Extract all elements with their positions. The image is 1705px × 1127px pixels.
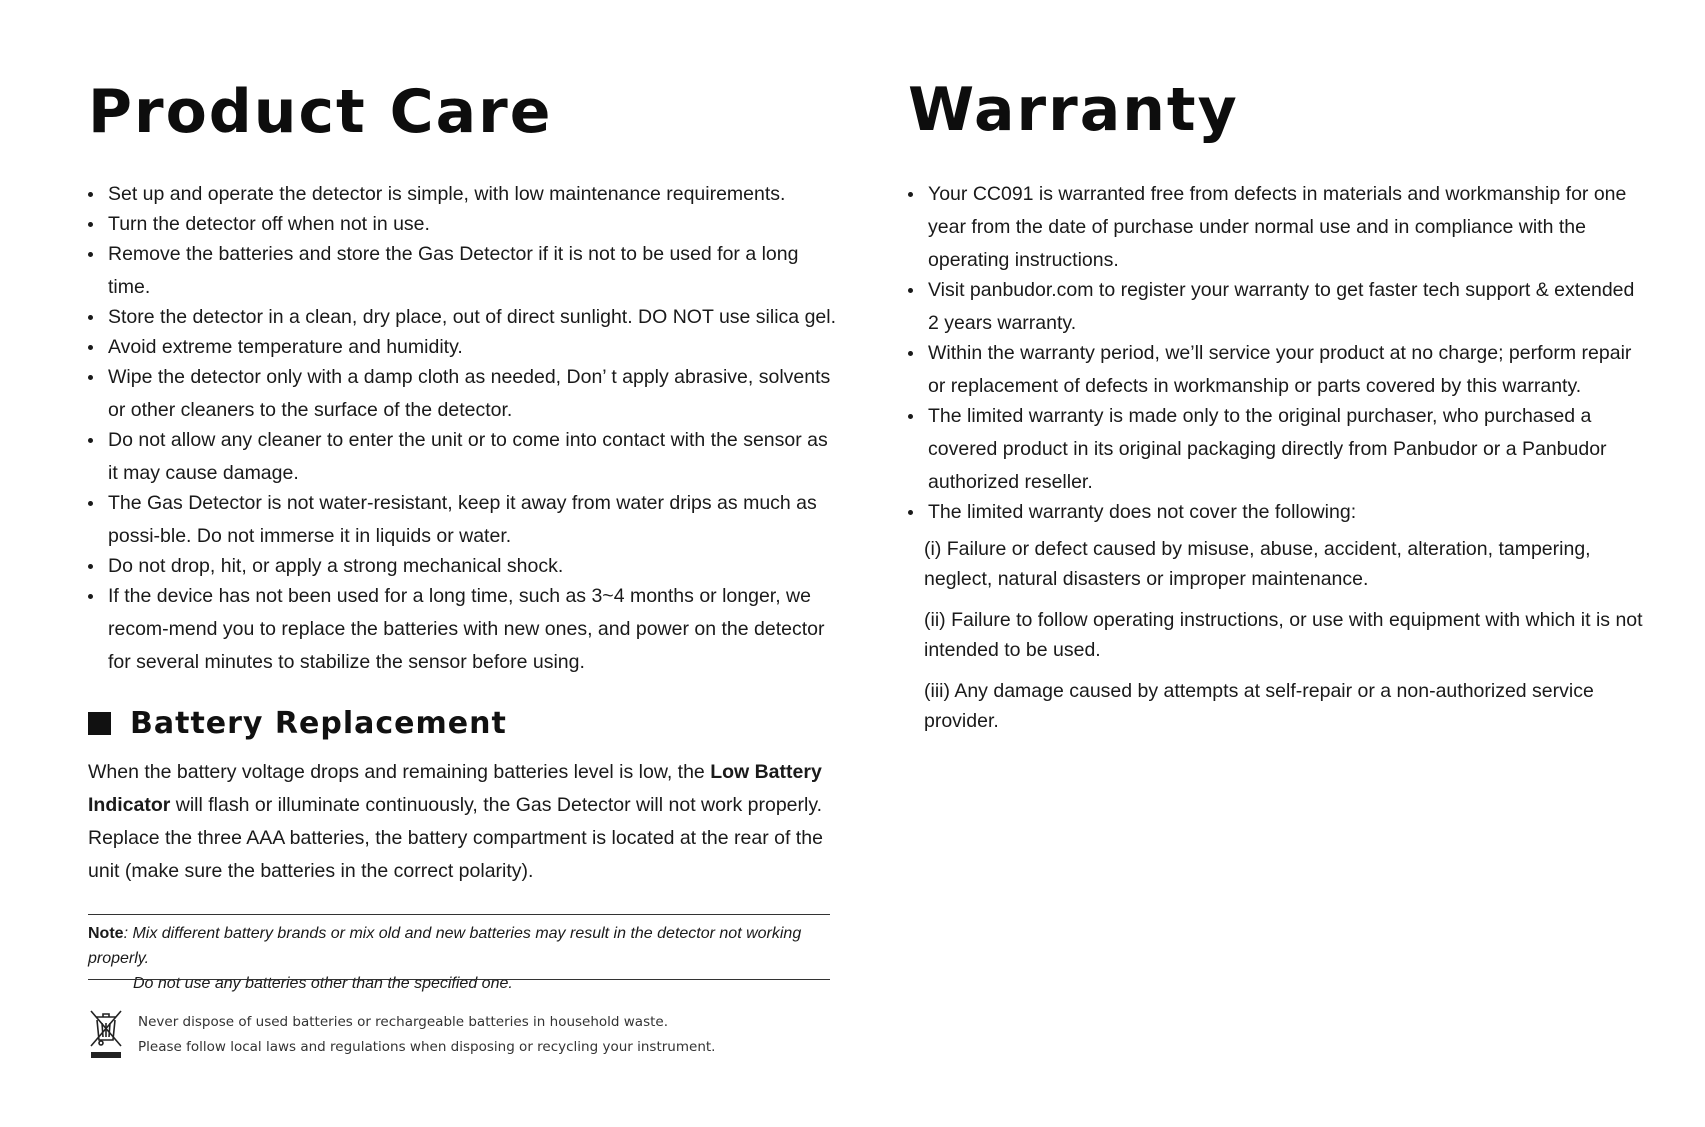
list-item-text: The limited warranty does not cover the following: (928, 501, 1357, 523)
bullet-icon (88, 594, 93, 599)
list-item (908, 178, 1648, 277)
list-item (88, 238, 840, 304)
list-item (908, 337, 1648, 403)
exclusion-item: (i) Failure or defect caused by misuse, abuse, accident, alteration, tampering, neglect, natural disasters or improper maintenance. (924, 538, 1591, 590)
list-item-text: Do not allow any cleaner to enter the unit or to come into contact with the sensor as it may cause damage. (108, 429, 828, 484)
list-item (88, 361, 840, 427)
bullet-icon (88, 222, 93, 227)
note-top-divider (88, 914, 830, 915)
bullet-icon (88, 375, 93, 380)
list-item (908, 496, 1648, 529)
list-item-text: Remove the batteries and store the Gas Detector if it is not to be used for a long time. (108, 243, 799, 298)
list-item (908, 400, 1648, 499)
battery-replacement-title: Battery Replacement (130, 706, 507, 741)
warranty-exclusions (924, 534, 1644, 747)
note-label: Note (88, 925, 124, 942)
product-care-list (88, 178, 840, 676)
list-item-text: Avoid extreme temperature and humidity. (108, 336, 463, 358)
list-item-text: Set up and operate the detector is simple, with low maintenance requirements. (108, 183, 786, 205)
list-item-text: Turn the detector off when not in use. (108, 213, 430, 235)
list-item (88, 487, 840, 553)
bullet-icon (88, 501, 93, 506)
bullet-icon (908, 288, 913, 293)
disposal-line-2: Please follow local laws and regulations when disposing or recycling your instrument. (138, 1039, 716, 1055)
battery-replacement-paragraph (88, 756, 838, 888)
square-bullet-icon (88, 712, 111, 735)
bullet-icon (908, 192, 913, 197)
list-item-text: Visit panbudor.com to register your warranty to get faster tech support & extended 2 years warranty. (928, 279, 1635, 334)
warranty-title: Warranty (908, 75, 1239, 145)
list-item-text: Store the detector in a clean, dry place, out of direct sunlight. DO NOT use silica gel. (108, 306, 837, 328)
battery-note (88, 921, 848, 996)
list-item-text: Within the warranty period, we’ll service your product at no charge; perform repair or replacement of defects in workmanship or parts covered by this warranty. (928, 342, 1632, 397)
disposal-text (138, 1010, 715, 1060)
list-item-text: The limited warranty is made only to the original purchaser, who purchased a covered product in its original packaging directly from Panbudor or a Panbudor authorized reseller. (928, 405, 1607, 493)
note-bottom-divider (88, 979, 830, 980)
note-line-1: : Mix different battery brands or mix old and new batteries may result in the detector not working properly. (88, 925, 802, 967)
list-item-text: Your CC091 is warranted free from defects in materials and workmanship for one year from the date of purchase under normal use and in compliance with the operating instructions. (928, 183, 1627, 271)
bullet-icon (908, 414, 913, 419)
list-item (88, 301, 840, 334)
warranty-list (908, 178, 1648, 526)
note-line-2: Do not use any batteries other than the specified one. (133, 975, 513, 992)
list-item (88, 550, 840, 583)
list-item-text: The Gas Detector is not water-resistant, keep it away from water drips as much as possi-ble. Do not immerse it in liquids or water. (108, 492, 817, 547)
list-item-text: Do not drop, hit, or apply a strong mechanical shock. (108, 555, 564, 577)
list-item (88, 424, 840, 490)
list-item-text: If the device has not been used for a long time, such as 3~4 months or longer, we recom-mend you to replace the batteries with new ones, and power on the detector for several minutes to stabilize the sensor before using. (108, 585, 825, 673)
low-battery-indicator-label: Low Battery Indicator (88, 761, 822, 816)
battery-text-intro: When the battery voltage drops and remaining batteries level is low, the (88, 761, 711, 783)
bullet-icon (88, 252, 93, 257)
list-item (88, 208, 840, 241)
bullet-icon (88, 345, 93, 350)
battery-text-body: will flash or illuminate continuously, the Gas Detector will not work properly. Replace the three AAA batteries, the battery compartment is located at the rear of the unit (make sure the batteries in the correct polarity). (88, 794, 823, 882)
bullet-icon (908, 351, 913, 356)
bullet-icon (908, 510, 913, 515)
product-care-title: Product Care (88, 77, 553, 147)
exclusion-item: (ii) Failure to follow operating instructions, or use with equipment with which it is not intended to be used. (924, 609, 1643, 661)
list-item (88, 580, 840, 679)
battery-replacement-heading (88, 706, 507, 741)
bullet-icon (88, 564, 93, 569)
list-item (88, 178, 840, 211)
crossed-out-wheelie-bin-icon (88, 1008, 124, 1060)
bullet-icon (88, 315, 93, 320)
bullet-icon (88, 438, 93, 443)
list-item (88, 331, 840, 364)
list-item (908, 274, 1648, 340)
disposal-line-1: Never dispose of used batteries or rechargeable batteries in household waste. (138, 1014, 669, 1030)
exclusion-item: (iii) Any damage caused by attempts at self-repair or a non-authorized service provider. (924, 680, 1594, 732)
list-item-text: Wipe the detector only with a damp cloth as needed, Don’ t apply abrasive, solvents or other cleaners to the surface of the detector. (108, 366, 831, 421)
disposal-notice (88, 1008, 848, 1068)
bullet-icon (88, 192, 93, 197)
